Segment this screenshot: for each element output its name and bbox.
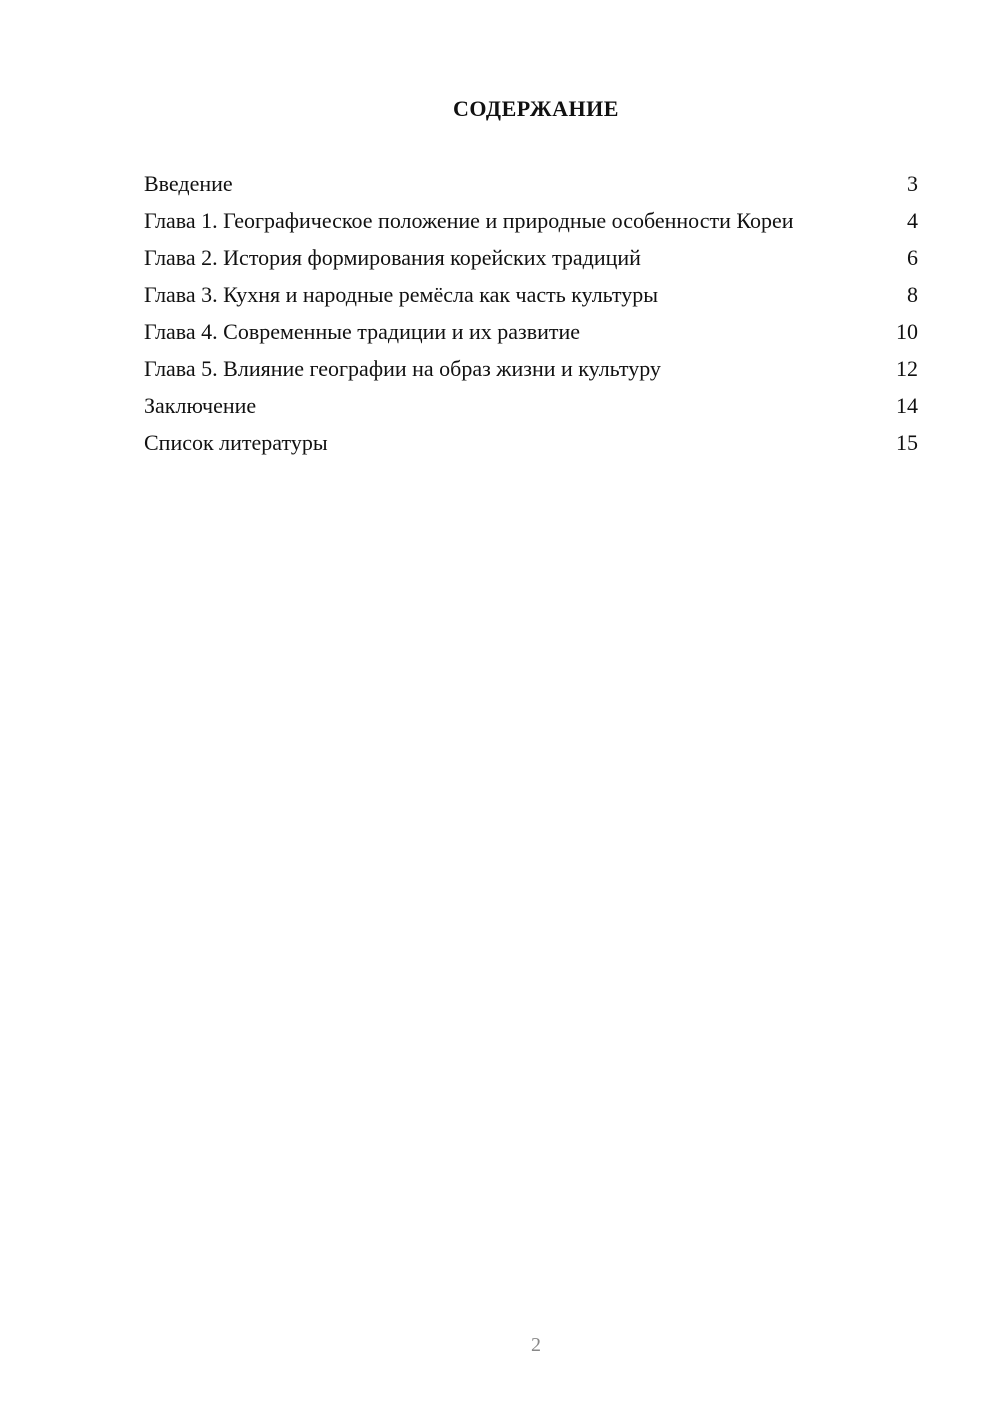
toc-entry-title: Введение	[144, 171, 233, 196]
toc-entry-chapter-5[interactable]	[144, 355, 918, 382]
toc-entry-title: Глава 5. Влияние географии на образ жизни и культуру	[144, 356, 661, 381]
toc-entry-page: 15	[896, 430, 918, 455]
toc-entry-chapter-2[interactable]	[144, 244, 918, 271]
page-title: СОДЕРЖАНИЕ	[453, 96, 619, 121]
toc-entry-chapter-4[interactable]	[144, 318, 918, 345]
toc-entry-page: 14	[896, 393, 918, 418]
toc-entry-title: Глава 4. Современные традиции и их развитие	[144, 319, 581, 344]
table-of-contents	[144, 170, 918, 466]
toc-entry-chapter-3[interactable]	[144, 281, 918, 308]
toc-entry-page: 3	[907, 171, 918, 196]
toc-entry-conclusion[interactable]	[144, 392, 918, 419]
toc-entry-references[interactable]	[144, 429, 918, 456]
toc-entry-page: 12	[896, 356, 918, 381]
toc-entry-chapter-1[interactable]	[144, 207, 918, 234]
toc-entry-title: Глава 3. Кухня и народные ремёсла как часть культуры	[144, 282, 658, 307]
toc-entry-title: Список литературы	[144, 430, 328, 455]
toc-entry-page: 6	[907, 245, 918, 270]
toc-entry-title: Глава 1. Географическое положение и природные особенности Кореи	[144, 208, 794, 233]
toc-entry-title: Глава 2. История формирования корейских традиций	[144, 245, 641, 270]
page-number: 2	[531, 1334, 541, 1356]
toc-entry-title: Заключение	[144, 393, 257, 418]
toc-entry-page: 10	[896, 319, 918, 344]
toc-entry-page: 4	[907, 208, 918, 233]
toc-entry-introduction[interactable]	[144, 170, 918, 197]
toc-entry-page: 8	[907, 282, 918, 307]
